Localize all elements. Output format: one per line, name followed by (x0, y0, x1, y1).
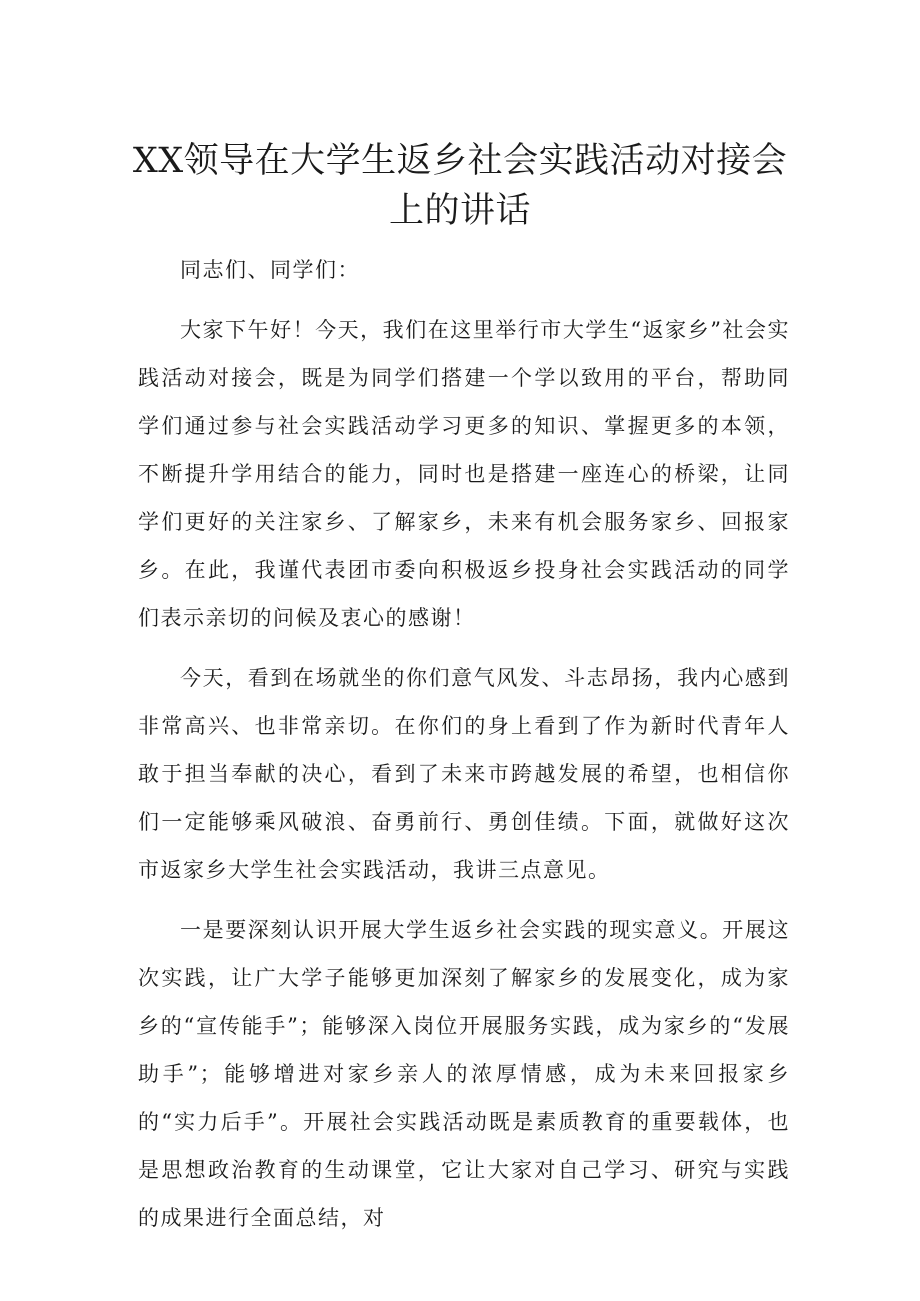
greeting-paragraph: 大家下午好！今天，我们在这里举行市大学生“返家乡”社会实践活动对接会，既是为同学们搭建一个学以致用的平台，帮助同学们通过参与社会实践活动学习更多的知识、掌握更多的本领，不断提升学用结合的能力，同时也是搭建一座连心的桥梁，让同学们更好的关注家乡、了解家乡，未来有机会服务家乡、回报家乡。在此，我谨代表团市委向积极返乡投身社会实践活动的同学们表示亲切的问候及衷心的感谢！ (138, 318, 790, 630)
point-one-paragraph: 一是要深刻认识开展大学生返乡社会实践的现实意义。开展这次实践，让广大学子能够更加深刻了解家乡的发展变化，成为家乡的“宣传能手”；能够深入岗位开展服务实践，成为家乡的“发展助手”；能够增进对家乡亲人的浓厚情感，成为未来回报家乡的“实力后手”。开展社会实践活动既是素质教育的重要载体，也是思想政治教育的生动课堂，它让大家对自己学习、研究与实践的成果进行全面总结，对 (138, 918, 790, 1230)
encouragement-paragraph: 今天，看到在场就坐的你们意气风发、斗志昂扬，我内心感到非常高兴、也非常亲切。在你们的身上看到了作为新时代青年人敢于担当奉献的决心，看到了未来市跨越发展的希望，也相信你们一定能够乘风破浪、奋勇前行、勇创佳绩。下面，就做好这次市返家乡大学生社会实践活动，我讲三点意见。 (138, 666, 790, 882)
document-body (138, 246, 790, 1242)
document-title: XX领导在大学生返乡社会实践活动对接会上的讲话 (132, 141, 788, 231)
salutation-paragraph: 同志们、同学们： (180, 258, 360, 282)
